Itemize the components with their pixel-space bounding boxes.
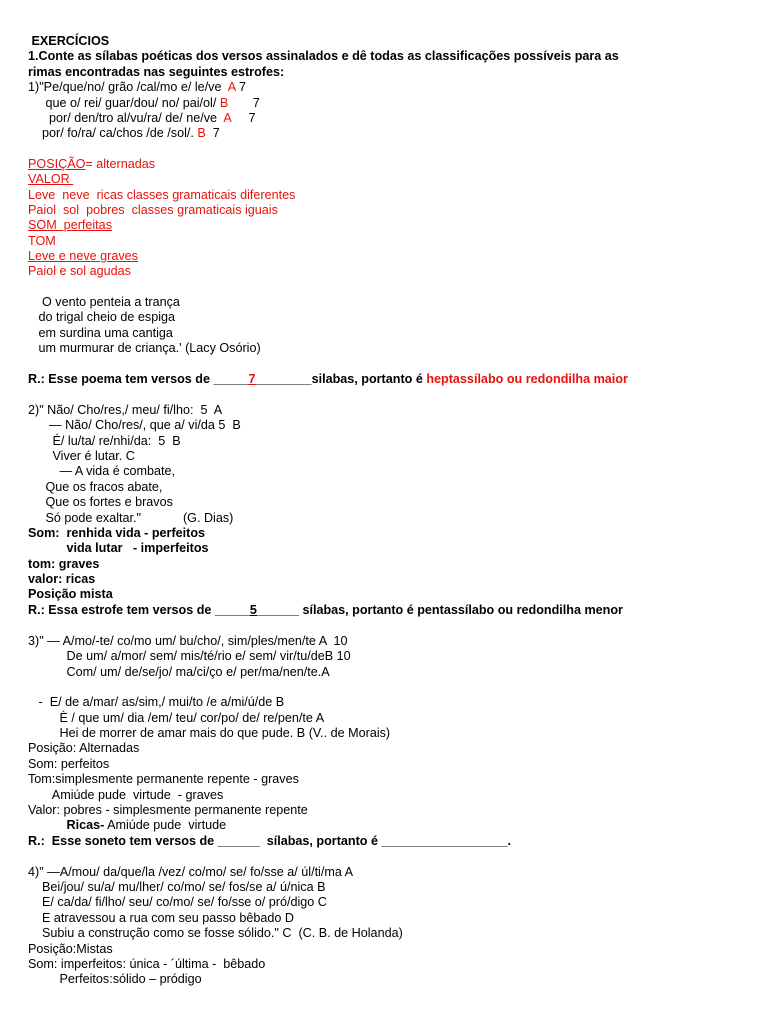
rhyme-mark: A: [227, 80, 236, 94]
ex2-line-8: Só pode exaltar." (G. Dias): [28, 511, 234, 525]
ex2-line-4: Viver é lutar. C: [28, 449, 135, 463]
ex1-valor-line-1: Leve neve ricas classes gramaticais diferentes: [28, 188, 296, 202]
ex3-answer: R.: Esse soneto tem versos de ______ sílabas, portanto é __________________.: [28, 834, 512, 848]
ex4-line-1: 4)" —A/mou/ da/que/la /vez/ co/mo/ se/ fo/sse a/ úl/ti/ma A: [28, 865, 354, 879]
ex1-poem-line-2: do trigal cheio de espiga: [28, 310, 176, 324]
ex2-tom: tom: graves: [28, 557, 100, 571]
answer-highlight: heptassílabo ou redondilha maior: [426, 372, 628, 386]
instruction-line-2: rimas encontradas nas seguintes estrofes:: [28, 65, 285, 79]
ex3-line-1: 3)" — A/mo/-te/ co/mo um/ bu/cho/, sim/ples/men/te A 10: [28, 634, 348, 648]
ex1-valor-label: VALOR: [28, 172, 74, 186]
ex3-ricas: Ricas- Amiúde pude virtude: [28, 818, 227, 832]
ex2-som-1: Som: renhida vida - perfeitos: [28, 526, 206, 540]
ex3-tom-2: Amiúde pude virtude - graves: [28, 788, 224, 802]
ex3-valor: Valor: pobres - simplesmente permanente repente: [28, 803, 308, 817]
ex2-line-7: Que os fortes e bravos: [28, 495, 173, 509]
ex4-som-2: Perfeitos:sólido – pródigo: [28, 972, 202, 986]
ex3-line-3: Com/ um/ de/se/jo/ ma/ci/ço e/ per/ma/nen/te.A: [28, 665, 330, 679]
ex1-verse-4: por/ fo/ra/ ca/chos /de /sol/. B 7: [28, 126, 220, 140]
ex1-poem-line-4: um murmurar de criança.' (Lacy Osório): [28, 341, 261, 355]
ex1-verse-2: que o/ rei/ guar/dou/ no/ pai/ol/ B 7: [28, 96, 260, 110]
ex1-poem-line-3: em surdina uma cantiga: [28, 326, 173, 340]
answer-number: 5: [249, 603, 257, 617]
ex4-line-2: Bei/jou/ su/a/ mu/lher/ co/mo/ se/ fos/se a/ ú/nica B: [28, 880, 326, 894]
answer-number: 7: [248, 372, 256, 386]
ex2-line-6: Que os fracos abate,: [28, 480, 163, 494]
ex4-line-4: E atravessou a rua com seu passo bêbado D: [28, 911, 295, 925]
rhyme-mark: A: [223, 111, 232, 125]
ex4-posicao: Posição:Mistas: [28, 942, 113, 956]
ex2-valor: valor: ricas: [28, 572, 96, 586]
ex1-answer: R.: Esse poema tem versos de _____7________silabas, portanto é heptassílabo ou redondilha maior: [28, 372, 628, 386]
ex3-line-7: Hei de morrer de amar mais do que pude. B (V.. de Morais): [28, 726, 391, 740]
ex4-line-3: E/ ca/da/ fi/lho/ seu/ co/mo/ se/ fo/sse o/ pró/digo C: [28, 895, 327, 909]
rhyme-mark: B: [197, 126, 206, 140]
ex2-line-5: — A vida é combate,: [28, 464, 175, 478]
ex3-line-5: - E/ de a/mar/ as/sim,/ mui/to /e a/mi/ú/de B: [28, 695, 285, 709]
ex2-line-3: É/ lu/ta/ re/nhi/da: 5 B: [28, 434, 181, 448]
instruction-line-1: 1.Conte as sílabas poéticas dos versos assinalados e dê todas as classificações possíveis para as: [28, 49, 619, 63]
ex4-som-1: Som: imperfeitos: única - ´última - bêbado: [28, 957, 266, 971]
ex1-posicao: POSIÇÃO= alternadas: [28, 157, 156, 171]
ex3-tom-1: Tom:simplesmente permanente repente - graves: [28, 772, 299, 786]
ex2-line-2: — Não/ Cho/res/, que a/ vi/da 5 B: [28, 418, 241, 432]
ex2-som-2: vida lutar - imperfeitos: [28, 541, 209, 555]
ex1-valor-line-2: Paiol sol pobres classes gramaticais iguais: [28, 203, 278, 217]
ex1-poem-line-1: O vento penteia a trança: [28, 295, 180, 309]
ex1-tom-label: TOM: [28, 234, 56, 248]
ex3-som: Som: perfeitos: [28, 757, 110, 771]
ex2-posicao: Posição mista: [28, 587, 113, 601]
ex1-som: SOM perfeitas: [28, 218, 112, 232]
ex1-verse-3: por/ den/tro al/vu/ra/ de/ ne/ve A 7: [28, 111, 256, 125]
ex2-line-1: 2)" Não/ Cho/res,/ meu/ fi/lho: 5 A: [28, 403, 223, 417]
rhyme-mark: B: [219, 96, 229, 110]
ex1-tom-line-1: Leve e neve graves: [28, 249, 138, 263]
ex4-line-5: Subiu a construção como se fosse sólido." C (C. B. de Holanda): [28, 926, 403, 940]
ex1-verse-1: 1)"Pe/que/no/ grão /cal/mo e/ le/ve A 7: [28, 80, 247, 94]
ex1-tom-line-2: Paiol e sol agudas: [28, 264, 131, 278]
ex3-line-2: De um/ a/mor/ sem/ mis/té/rio e/ sem/ vir/tu/deB 10: [28, 649, 351, 663]
ex3-posicao: Posição: Alternadas: [28, 741, 140, 755]
ex2-answer: R.: Essa estrofe tem versos de _____5______ sílabas, portanto é pentassílabo ou redondilha menor: [28, 603, 623, 617]
ex3-line-6: È / que um/ dia /em/ teu/ cor/po/ de/ re/pen/te A: [28, 711, 325, 725]
document-title: EXERCÍCIOS: [28, 34, 110, 48]
